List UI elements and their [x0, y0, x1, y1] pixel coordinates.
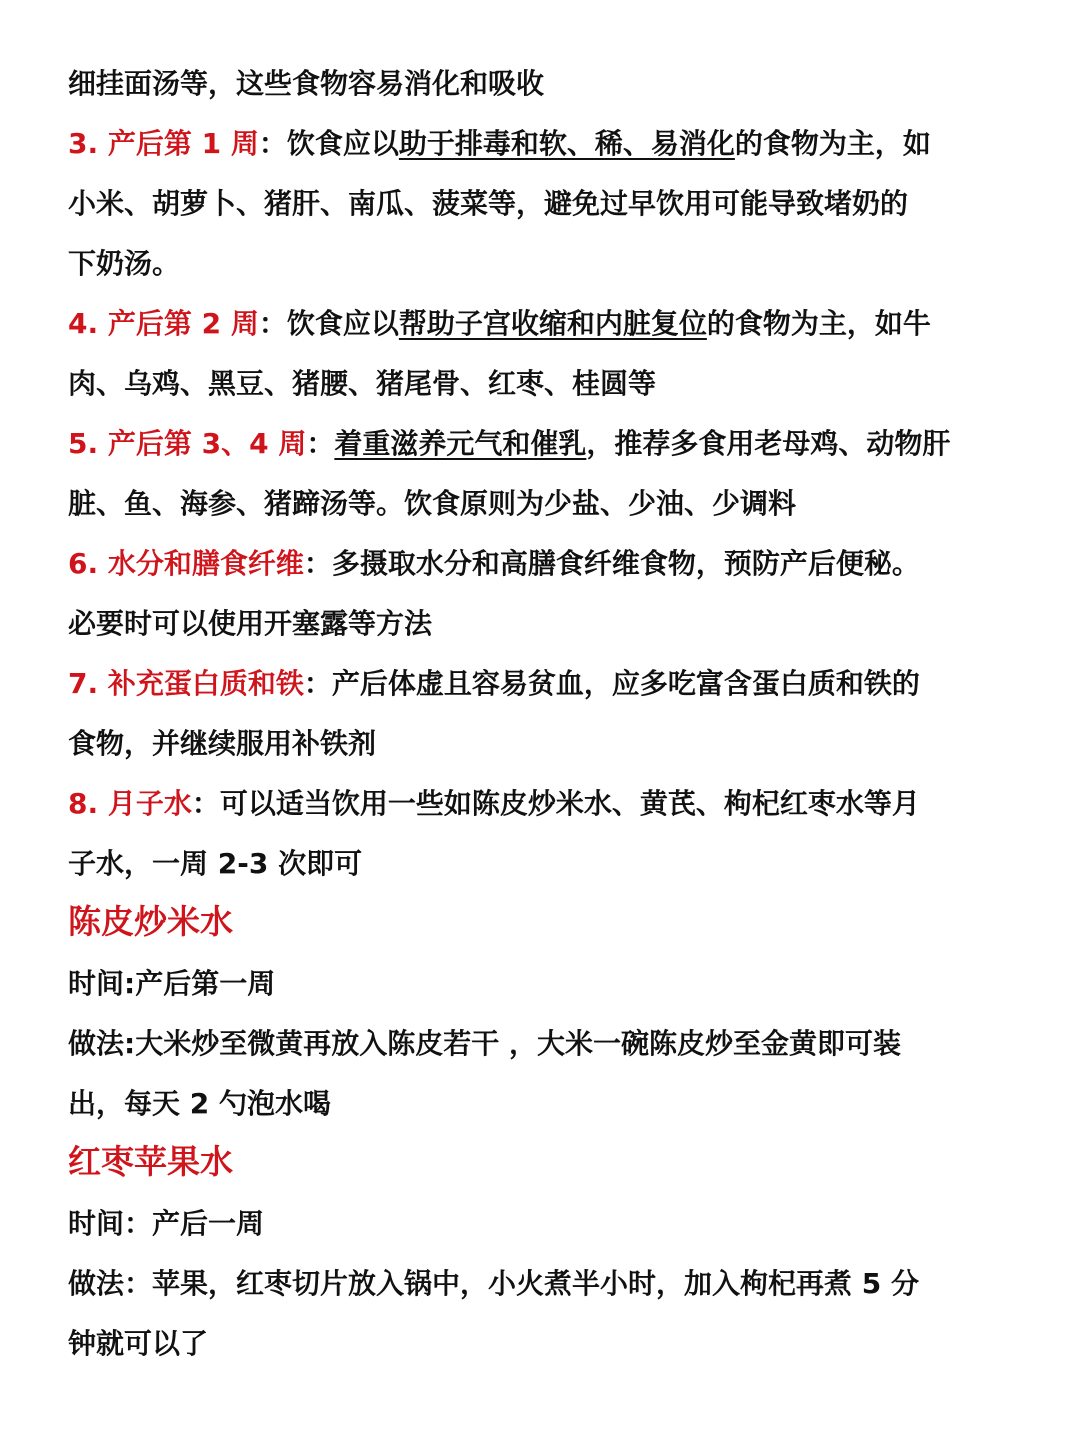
recipe-title: 红枣苹果水 [68, 1142, 233, 1181]
text-line: 小米、胡萝卜、猪肝、南瓜、菠菜等，避免过早饮用可能导致堵奶的 [68, 187, 909, 220]
recipe-method: 做法：苹果，红枣切片放入锅中，小火煮半小时，加入枸杞再煮 5 分 [68, 1267, 919, 1300]
item-label: 5. 产后第 3、4 周 [68, 427, 307, 460]
text-line: 子水，一周 2-3 次即可 [68, 847, 363, 880]
list-item-7: 7. 补充蛋白质和铁：产后体虚且容易贫血，应多吃富含蛋白质和铁的 [68, 667, 920, 700]
item-label: 6. 水分和膳食纤维 [68, 547, 304, 580]
text-line: 脏、鱼、海参、猪蹄汤等。饮食原则为少盐、少油、少调料 [68, 487, 797, 520]
underlined-phrase: 着重滋养元气和催乳 [334, 427, 587, 460]
recipe-time: 时间:产后第一周 [68, 967, 276, 1000]
item-label: 4. 产后第 2 周 [68, 307, 259, 340]
recipe-method: 做法:大米炒至微黄再放入陈皮若干 ，大米一碗陈皮炒至金黄即可装 [68, 1027, 901, 1060]
text-line: 下奶汤。 [68, 247, 181, 280]
text-line: 必要时可以使用开塞露等方法 [68, 607, 433, 640]
recipe-time: 时间：产后一周 [68, 1207, 265, 1240]
item-label: 3. 产后第 1 周 [68, 127, 259, 160]
underlined-phrase: 助于排毒和软、稀、易消化 [398, 127, 735, 160]
item-label: 8. 月子水 [68, 787, 192, 820]
text-line: 肉、乌鸡、黑豆、猪腰、猪尾骨、红枣、桂圆等 [68, 367, 657, 400]
list-item-4: 4. 产后第 2 周：饮食应以帮助子宫收缩和内脏复位的食物为主，如牛 [68, 307, 931, 340]
text-line: 细挂面汤等，这些食物容易消化和吸收 [68, 67, 545, 100]
text-line: 钟就可以了 [68, 1327, 209, 1360]
list-item-6: 6. 水分和膳食纤维：多摄取水分和高膳食纤维食物，预防产后便秘。 [68, 547, 920, 580]
list-item-5: 5. 产后第 3、4 周：着重滋养元气和催乳，推荐多食用老母鸡、动物肝 [68, 427, 951, 460]
text-line: 出，每天 2 勺泡水喝 [68, 1087, 331, 1120]
list-item-8: 8. 月子水：可以适当饮用一些如陈皮炒米水、黄芪、枸杞红枣水等月 [68, 787, 920, 820]
text-line: 食物，并继续服用补铁剂 [68, 727, 377, 760]
list-item-3: 3. 产后第 1 周：饮食应以助于排毒和软、稀、易消化的食物为主，如 [68, 127, 931, 160]
recipe-title: 陈皮炒米水 [68, 902, 233, 941]
underlined-phrase: 帮助子宫收缩和内脏复位 [398, 307, 707, 340]
item-label: 7. 补充蛋白质和铁 [68, 667, 304, 700]
